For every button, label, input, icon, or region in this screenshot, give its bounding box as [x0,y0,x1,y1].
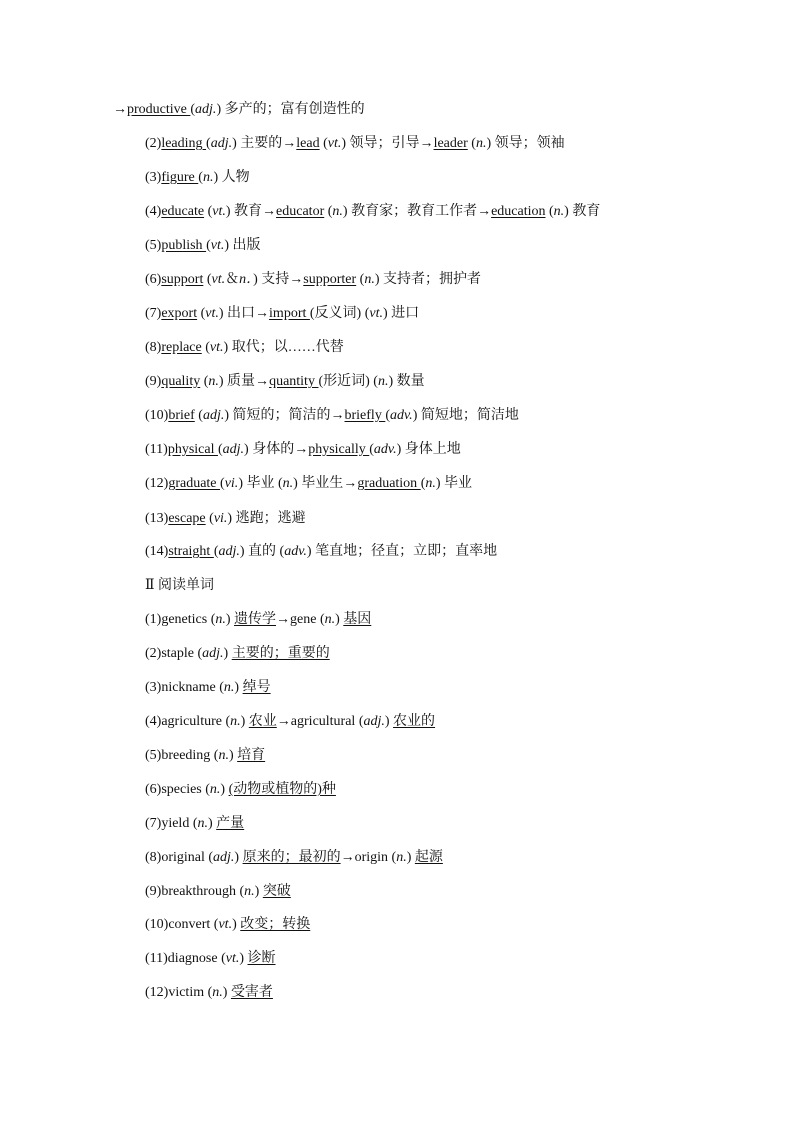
text-run: adj. [218,544,240,559]
vocab-line-productive [113,101,365,119]
vocab-line-quality [145,373,425,391]
text-run: ) 身体的→ [244,442,309,457]
text-run: ( [190,102,196,117]
text-run: ( [205,511,214,526]
text-run: vt. [327,136,342,151]
text-run: ) [254,884,263,899]
answer-term: leading [161,136,207,151]
text-run: adj. [222,442,245,457]
answer-term: lead [296,136,320,151]
text-run: n. [324,612,336,627]
section-heading-reading-words [145,577,214,595]
text-run: ( [201,340,210,355]
text-run: vt. [211,272,226,287]
vocab-line-victim [145,984,273,1002]
vocab-line-straight [145,543,497,561]
answer-term: graduate [168,476,221,491]
answer-term: briefly [344,408,386,423]
text-run: ) 领导；领袖 [486,136,565,151]
answer-term: 起源 [414,850,443,865]
text-run: (6)species ( [145,782,210,797]
text-run: adv. [390,408,413,423]
vocab-line-breeding [145,747,265,765]
text-run: ( [545,204,554,219]
vocab-line-agriculture [145,713,435,731]
text-run: ) [225,612,235,627]
text-run: ) [384,714,394,729]
vocab-line-original [145,849,443,867]
text-run: (9)breakthrough ( [145,884,245,899]
text-run: (8)original ( [145,850,214,865]
vocab-line-physical [145,441,461,459]
text-run: (8) [145,340,162,355]
text-run: (反义词) ( [309,306,370,321]
text-run: ) 人物 [213,170,250,185]
text-run: Ⅱ 阅读单词 [145,578,215,593]
text-run: n. [425,476,436,491]
text-run: ) 教育 [564,204,601,219]
answer-term: brief [168,408,195,423]
text-run: (形近词) ( [318,374,378,389]
text-run: ( [356,272,365,287]
answer-term: import [269,306,310,321]
answer-term: educator [276,204,325,219]
text-run: n. [209,782,221,797]
vocab-line-convert [145,916,310,934]
text-run: ( [324,204,333,219]
text-run: n. [553,204,565,219]
answer-term: supporter [303,272,357,287]
answer-term: 农业 [248,714,277,729]
text-run: ) [232,917,241,932]
text-run: n. [202,170,214,185]
text-run: ( [217,442,223,457]
text-run: ( [385,408,390,423]
text-run: (10)convert ( [145,917,219,932]
text-run: ) 笔直地；径直；立即；直率地 [306,544,498,559]
text-run: (12) [145,476,169,491]
text-run: → [113,102,127,117]
text-run: n. [197,816,208,831]
text-run: ) 支持→ [253,272,304,287]
vocab-line-genetics [145,611,371,629]
text-run: ( [194,408,203,423]
text-run: ( [369,442,374,457]
vocab-line-graduate [145,475,472,493]
text-run: ) 数量 [388,374,425,389]
text-run: ( [206,238,211,253]
text-run: ) 领导；引导→ [341,136,434,151]
text-run: ) 主要的→ [232,136,297,151]
text-run: ) [207,816,217,831]
answer-term: quantity [269,374,319,389]
vocab-line-staple [145,645,330,663]
text-run: adv. [373,442,397,457]
text-run: (3)nickname ( [145,680,224,695]
text-run: ) 简短的；简洁的→ [224,408,345,423]
answer-term: quality [161,374,201,389]
vocab-line-leading [145,135,565,153]
text-run: adv. [284,544,307,559]
text-run: ) 毕业 ( [238,476,283,491]
text-run: ) 支持者；拥护者 [374,272,482,287]
text-run: vi. [224,476,239,491]
text-run: (13) [145,511,169,526]
answer-term: 受害者 [230,985,273,1000]
text-run: →gene ( [276,612,325,627]
answer-term: leader [433,136,468,151]
text-run: (11)diagnose ( [145,951,226,966]
text-run: n. [282,476,294,491]
text-run: ) [234,680,243,695]
answer-term: export [161,306,198,321]
vocab-line-species [145,781,336,799]
text-run: (7) [145,306,162,321]
text-run: ) [228,748,238,763]
text-run: ) [240,714,249,729]
text-run: (9) [145,374,162,389]
answer-term: figure [161,170,199,185]
text-run: n. [218,748,229,763]
text-run: ( [319,136,328,151]
vocab-line-yield [145,815,244,833]
text-run: ) 教育家；教育工作者→ [342,204,492,219]
answer-term: physically [308,442,370,457]
text-run: ) 出口→ [218,306,270,321]
answer-term: productive [127,102,191,117]
text-run: ( [204,204,213,219]
text-run: ( [197,306,206,321]
text-run: ( [467,136,476,151]
answer-term: support [161,272,204,287]
text-run: vt. [369,306,383,321]
vocab-line-figure [145,169,250,187]
answer-term: 产量 [216,816,245,831]
text-run: (12)victim ( [145,985,213,1000]
text-run: ) [335,612,344,627]
text-run: vt. [210,238,225,253]
answer-term: 诊断 [247,951,276,966]
answer-term: (动物或植物的)种 [228,782,336,797]
text-run: ) 直的 ( [239,544,285,559]
answer-term: physical [167,442,218,457]
text-run: (2)staple ( [145,646,203,661]
answer-term: 遗传学 [234,612,277,627]
answer-term: 主要的；重要的 [231,646,330,661]
text-run: →origin ( [340,850,397,865]
text-run: n. [475,136,487,151]
text-run: ) [239,951,248,966]
text-run: adj. [195,102,217,117]
text-run: ) 质量→ [218,374,270,389]
text-run: ) [220,782,229,797]
text-run: ) [222,985,231,1000]
text-run: ) [406,850,415,865]
text-run: (3) [145,170,162,185]
text-run: adj. [363,714,385,729]
text-run: ) 进口 [383,306,420,321]
text-run: n. [364,272,375,287]
text-run: (14) [145,544,169,559]
text-run: ) 多产的；富有创造性的 [216,102,365,117]
text-run: n. [377,374,389,389]
text-run: (5) [145,238,162,253]
text-run: ) 毕业生→ [293,476,358,491]
answer-term: 基因 [343,612,372,627]
text-run: (2) [145,136,162,151]
vocab-line-brief [145,407,519,425]
text-run: ( [206,136,211,151]
text-run: n. [208,374,219,389]
text-run: n. [223,680,235,695]
text-run: vt. [209,340,224,355]
text-run: n． [239,272,254,287]
text-run: adj. [213,850,235,865]
vocab-line-export [145,305,419,323]
text-run: ( [213,544,219,559]
vocab-line-support [145,271,481,289]
vocab-line-escape [145,510,306,528]
answer-term: 绰号 [242,680,271,695]
vocab-line-nickname [145,679,271,697]
vocab-line-replace [145,339,344,357]
text-run: n. [244,884,255,899]
text-run: vt. [225,951,240,966]
vocab-line-diagnose [145,950,276,968]
text-run: ( [200,374,209,389]
text-run: n. [230,714,241,729]
text-run: (4)agriculture ( [145,714,231,729]
text-run: ) 逃跑；逃避 [227,511,306,526]
text-run: (1)genetics ( [145,612,216,627]
text-run: (10) [145,408,169,423]
answer-term: educate [161,204,205,219]
text-run: (5)breeding ( [145,748,219,763]
vocab-line-publish [145,237,261,255]
text-run: n. [396,850,407,865]
text-run: ) 出版 [224,238,261,253]
text-run: vi. [213,511,228,526]
text-run: (4) [145,204,162,219]
text-run: ) 简短地；简洁地 [412,408,519,423]
answer-term: straight [168,544,214,559]
text-run: n. [215,612,226,627]
text-run: ) 取代；以……代替 [223,340,344,355]
vocab-line-educate [145,203,600,221]
text-run: (6) [145,272,162,287]
text-run: ) 身体上地 [396,442,461,457]
text-run: adj. [210,136,233,151]
text-run: ( [420,476,426,491]
text-run: ( [203,272,212,287]
text-run: ) [234,850,243,865]
text-run: ( [198,170,203,185]
text-run: (7)yield ( [145,816,198,831]
answer-term: replace [161,340,202,355]
text-run: n. [332,204,343,219]
text-run: ) 毕业 [435,476,473,491]
answer-term: education [491,204,546,219]
text-run: ) [223,646,232,661]
answer-term: escape [168,511,206,526]
vocab-line-breakthrough [145,883,291,901]
answer-term: 培育 [237,748,266,763]
answer-term: 改变；转换 [240,917,311,932]
text-run: ) 教育→ [225,204,277,219]
answer-term: publish [161,238,207,253]
text-run: n. [212,985,223,1000]
text-run: →agricultural ( [276,714,364,729]
text-run: ＆ [225,272,240,287]
text-run: vt. [205,306,219,321]
answer-term: 原来的；最初的 [242,850,341,865]
text-run: vt. [218,917,233,932]
text-run: adj. [202,408,225,423]
answer-term: 突破 [262,884,291,899]
answer-term: graduation [357,476,421,491]
text-run: (11) [145,442,168,457]
text-run: adj. [202,646,224,661]
text-run: vt. [212,204,226,219]
text-run: ( [220,476,225,491]
answer-term: 农业的 [393,714,436,729]
